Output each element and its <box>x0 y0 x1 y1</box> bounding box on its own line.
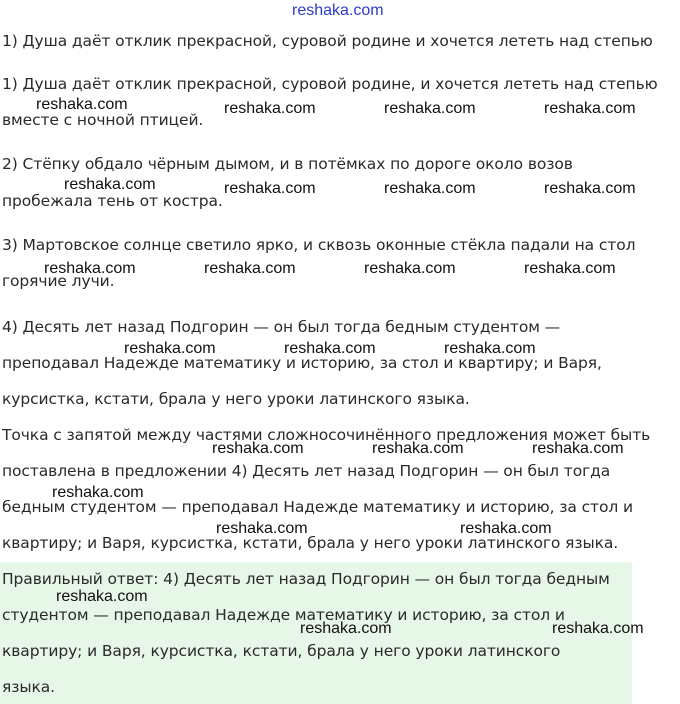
watermark: reshaka.com <box>224 180 316 197</box>
option-1-text: 1) Душа даёт отклик прекрасной, суровой родине и хочется лететь над степью <box>2 32 653 50</box>
option-4-line-3: курсистка, кстати, брала у него уроки латинского языка. <box>2 390 470 408</box>
watermark: reshaka.com <box>36 96 128 113</box>
watermark: reshaka.com <box>300 620 392 637</box>
watermark: reshaka.com <box>460 520 552 537</box>
watermark: reshaka.com <box>384 100 476 117</box>
option-1-corrected-line-1: 1) Душа даёт отклик прекрасной, суровой родине, и хочется лететь над степью <box>2 75 658 93</box>
watermark: reshaka.com <box>44 260 136 277</box>
option-2-line-1: 2) Стёпку обдало чёрным дымом, и в потёмках по дороге около возов <box>2 155 573 173</box>
option-1-corrected-line-2: вместе с ночной птицей. <box>2 111 204 129</box>
watermark: reshaka.com <box>524 260 616 277</box>
watermark: reshaka.com <box>532 440 624 457</box>
watermark: reshaka.com <box>544 180 636 197</box>
watermark: reshaka.com <box>552 620 644 637</box>
explanation-line-4: квартиру; и Варя, курсистка, кстати, брала у него уроки латинского языка. <box>2 534 619 552</box>
answer-line-1: Правильный ответ: 4) Десять лет назад Подгорин — он был тогда бедным <box>2 570 610 588</box>
watermark: reshaka.com <box>56 588 148 605</box>
watermark: reshaka.com <box>216 520 308 537</box>
watermark: reshaka.com <box>384 180 476 197</box>
watermark: reshaka.com <box>444 340 536 357</box>
watermark: reshaka.com <box>372 440 464 457</box>
watermark: reshaka.com <box>224 100 316 117</box>
watermark: reshaka.com <box>64 176 156 193</box>
option-2-line-2: пробежала тень от костра. <box>2 192 223 210</box>
site-link[interactable]: reshaka.com <box>292 2 384 19</box>
option-3-line-2: горячие лучи. <box>2 272 115 290</box>
watermark: reshaka.com <box>52 484 144 501</box>
watermark: reshaka.com <box>544 100 636 117</box>
option-4-line-1: 4) Десять лет назад Подгорин — он был тогда бедным студентом — <box>2 318 561 336</box>
answer-line-2: студентом — преподавал Надежде математику и историю, за стол и <box>2 606 565 624</box>
answer-line-4: языка. <box>2 678 55 696</box>
explanation-line-3: бедным студентом — преподавал Надежде математику и историю, за стол и <box>2 498 633 516</box>
answer-line-3: квартиру; и Варя, курсистка, кстати, брала у него уроки латинского <box>2 642 561 660</box>
watermark: reshaka.com <box>124 340 216 357</box>
option-4-line-2: преподавал Надежде математику и историю, за стол и квартиру; и Варя, <box>2 354 602 372</box>
watermark: reshaka.com <box>284 340 376 357</box>
option-3-line-1: 3) Мартовское солнце светило ярко, и сквозь оконные стёкла падали на стол <box>2 236 636 254</box>
watermark: reshaka.com <box>364 260 456 277</box>
watermark: reshaka.com <box>204 260 296 277</box>
explanation-line-1: Точка с запятой между частями сложносочинённого предложения может быть <box>2 426 651 444</box>
watermark: reshaka.com <box>212 440 304 457</box>
explanation-line-2: поставлена в предложении 4) Десять лет назад Подгорин — он был тогда <box>2 462 611 480</box>
